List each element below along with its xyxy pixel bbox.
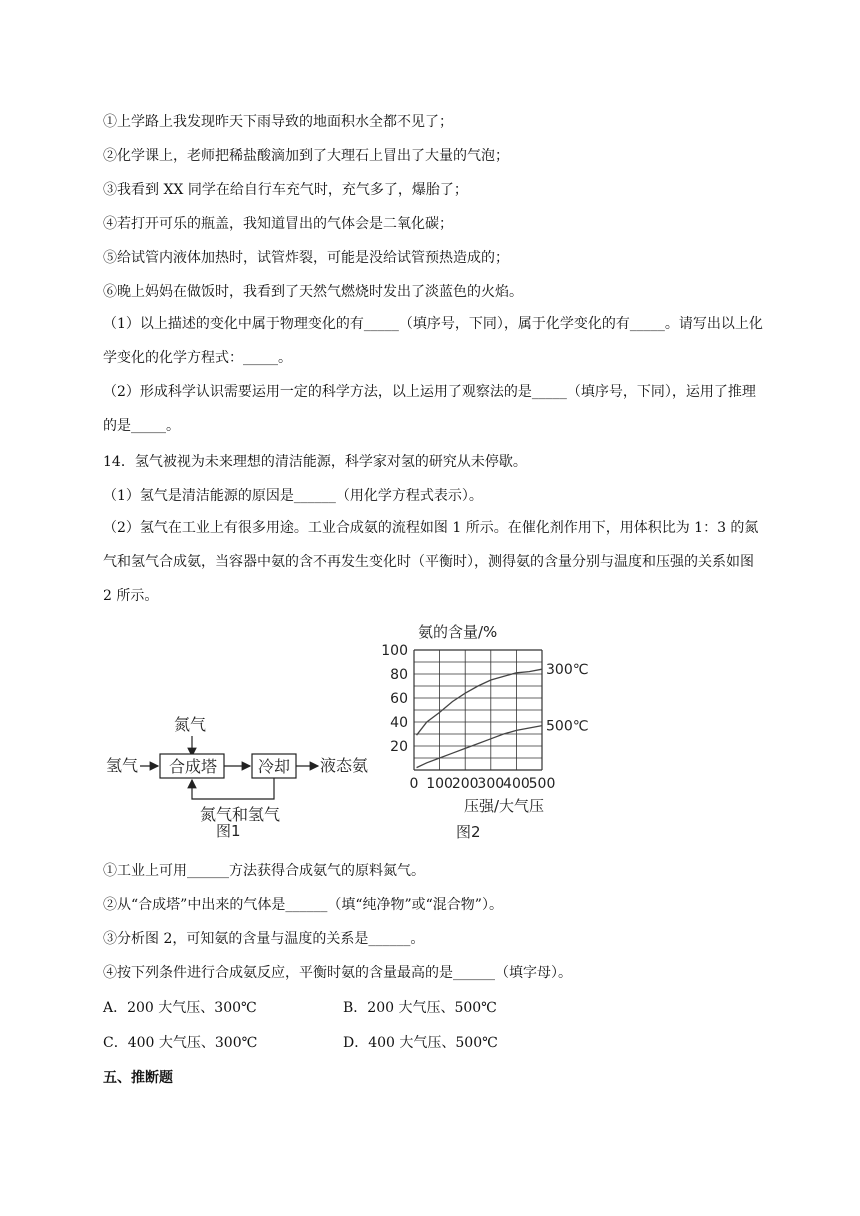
- y-tick-label: 80: [390, 667, 408, 683]
- y-tick-label: 20: [390, 739, 408, 755]
- section-5-heading: 五、推断题: [103, 1070, 173, 1086]
- option-d: D．400 大气压、500℃: [343, 1035, 498, 1051]
- subquestion-2: ②从“合成塔”中出来的气体是______（填“纯净物”或“混合物”）。: [103, 897, 503, 913]
- x-tick-label: 500: [528, 776, 556, 792]
- observation-1: ①上学路上我发现昨天下雨导致的地面积水全都不见了；: [103, 114, 453, 130]
- y-tick-label: 40: [390, 715, 408, 731]
- figure-2-ammonia-chart: [380, 615, 620, 845]
- observation-3: ③我看到 XX 同学在给自行车充气时，充气多了，爆胎了；: [103, 182, 468, 198]
- series-line-300c: [417, 669, 542, 735]
- option-a: A．200 大气压、300℃: [103, 1000, 257, 1016]
- series-label-300c: 300℃: [546, 662, 589, 679]
- question-13-part-1: （1）以上描述的变化中属于物理变化的有_____（填序号，下同），属于化学变化的有_____。请写出以上化学变化的化学方程式：_____。: [103, 316, 763, 366]
- synthesis-tower-label: 合成塔: [169, 757, 218, 776]
- y-tick-label: 60: [390, 691, 408, 707]
- cooling-label: 冷却: [258, 757, 291, 776]
- question-13-part-2: （2）形成科学认识需要运用一定的科学方法，以上运用了观察法的是_____（填序号，下同），运用了推理的是_____。: [103, 384, 756, 434]
- x-tick-label: 0: [409, 776, 419, 792]
- input-nitrogen-label: 氮气: [174, 715, 207, 734]
- observation-6: ⑥晚上妈妈在做饭时，我看到了天然气燃烧时发出了淡蓝色的火焰。: [103, 284, 523, 300]
- observation-2: ②化学课上，老师把稀盐酸滴加到了大理石上冒出了大量的气泡；: [103, 148, 509, 164]
- figure-2-caption: 图2: [456, 823, 481, 841]
- observation-4: ④若打开可乐的瓶盖，我知道冒出的气体会是二氧化碳；: [103, 216, 453, 232]
- x-tick-label: 300: [477, 776, 505, 792]
- question-14-part-2: （2）氢气在工业上有很多用途。工业合成氨的流程如图 1 所示。在催化剂作用下，用体积比为 1：3 的氮气和氢气合成氨，当容器中氨的含不再发生变化时（平衡时），测得氨的含量分别与温度和压强的关系如图 2 所示。: [103, 520, 759, 604]
- figure-1-flow-diagram: [100, 700, 390, 850]
- option-b: B．200 大气压、500℃: [343, 1000, 497, 1016]
- x-tick-label: 200: [451, 776, 479, 792]
- x-tick-label: 100: [426, 776, 453, 792]
- figure-1-caption: 图1: [216, 822, 241, 840]
- subquestion-3: ③分析图 2，可知氨的含量与温度的关系是______。: [103, 931, 425, 947]
- observation-5: ⑤给试管内液体加热时，试管炸裂，可能是没给试管预热造成的；: [103, 250, 509, 266]
- x-axis-label: 压强/大气压: [464, 797, 545, 815]
- output-liquid-ammonia-label: 液态氨: [320, 756, 369, 775]
- series-label-500c: 500℃: [546, 718, 589, 735]
- x-tick-label: 400: [503, 776, 530, 792]
- question-14-title: 14．氢气被视为未来理想的清洁能源，科学家对氢的研究从未停歇。: [103, 454, 527, 470]
- subquestion-4: ④按下列条件进行合成氨反应，平衡时氨的含量最高的是______（填字母）。: [103, 965, 572, 981]
- recycle-gas-label: 氮气和氢气: [200, 805, 281, 824]
- y-tick-label: 100: [381, 643, 408, 659]
- option-c: C．400 大气压、300℃: [103, 1035, 258, 1051]
- series-line-500c: [417, 726, 542, 768]
- subquestion-1: ①工业上可用______方法获得合成氨气的原料氮气。: [103, 863, 425, 879]
- y-axis-label: 氨的含量/%: [418, 623, 498, 641]
- question-14-part-1: （1）氢气是清洁能源的原因是______（用化学方程式表示）。: [103, 488, 483, 504]
- input-hydrogen-label: 氢气: [106, 756, 139, 775]
